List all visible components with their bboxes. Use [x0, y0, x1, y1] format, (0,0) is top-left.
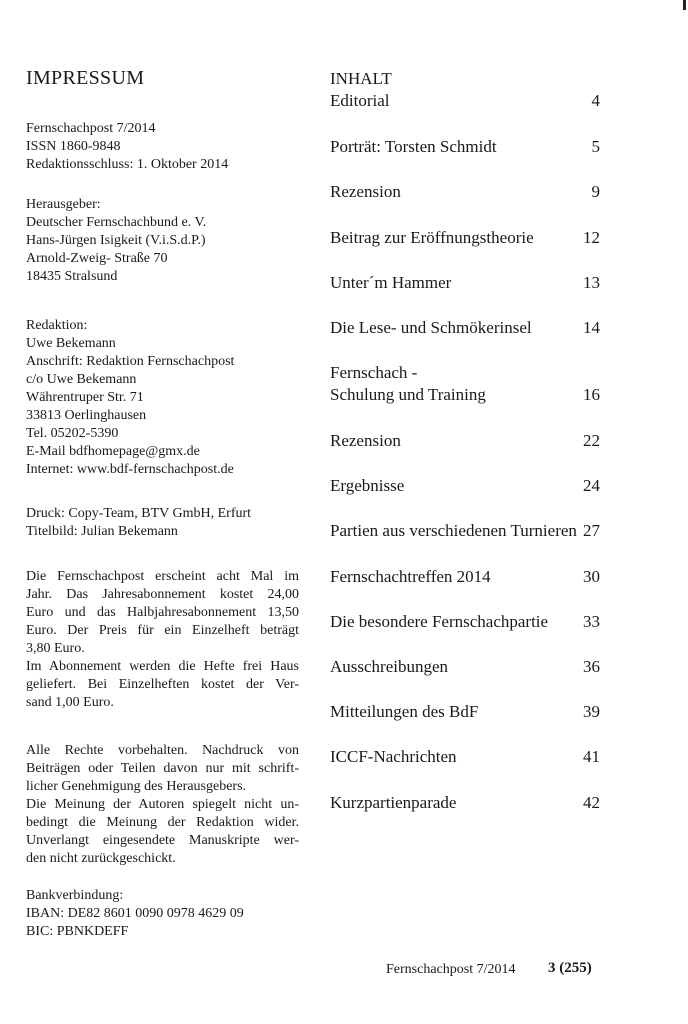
- toc-entry-page: 39: [583, 702, 600, 721]
- text-line: Die Fernschachpost erscheint acht Mal im: [26, 569, 299, 584]
- toc-entry-title: Die Lese- und Schmökerinsel: [330, 318, 532, 337]
- toc-entry-page: 9: [591, 182, 600, 201]
- toc-entry-title: ICCF-Nachrichten: [330, 747, 457, 766]
- toc-entry-page: 12: [583, 228, 600, 247]
- text-line: Fernschachpost 7/2014: [26, 121, 156, 136]
- impressum-title: IMPRESSUM: [26, 67, 145, 89]
- toc-entry: [330, 701, 600, 723]
- scan-edge-mark: [683, 0, 686, 10]
- text-line: licher Genehmigung des Herausgebers.: [26, 779, 247, 794]
- rights-paragraph: [26, 742, 299, 868]
- toc-entry-page: 33: [583, 612, 600, 631]
- text-line: Arnold-Zweig- Straße 70: [26, 251, 168, 266]
- toc-entry-title: Ergebnisse: [330, 476, 405, 495]
- toc-entry: [330, 362, 600, 406]
- email-text: E-Mail bdfhomepage@gmx.de: [26, 444, 200, 459]
- text-line: Tel. 05202-5390: [26, 426, 119, 441]
- toc-entry-page: 27: [583, 521, 600, 540]
- toc-entry-title: Porträt: Torsten Schmidt: [330, 137, 497, 156]
- toc-entry: [330, 227, 600, 249]
- text-line: Im Abonnement werden die Hefte frei Haus: [26, 659, 299, 674]
- toc-entry-title: Kurzpartienparade: [330, 793, 457, 812]
- toc-entry: [330, 430, 600, 452]
- toc-entry-page: 36: [583, 657, 600, 676]
- text-line: 3,80 Euro.: [26, 641, 85, 656]
- text-line: 18435 Stralsund: [26, 269, 118, 284]
- toc-entry: [330, 317, 600, 339]
- toc-entry: [330, 272, 600, 294]
- text-line: Euro. Der Preis für ein Einzelheft beträgt: [26, 623, 299, 638]
- text-line: Alle Rechte vorbehalten. Nachdruck von: [26, 743, 299, 758]
- text-line: ISSN 1860-9848: [26, 139, 121, 154]
- toc-entry-title: Unter´m Hammer: [330, 273, 452, 292]
- text-line: Redaktionsschluss: 1. Oktober 2014: [26, 157, 229, 172]
- toc-entry: [330, 136, 600, 158]
- toc-entry-title-continued: Schulung und Training: [330, 385, 486, 404]
- text-line: BIC: PBNKDEFF: [26, 924, 129, 939]
- toc-entry-page: 5: [591, 137, 600, 156]
- toc-entry: [330, 520, 600, 542]
- text-line: IBAN: DE82 8601 0090 0978 4629 09: [26, 906, 244, 921]
- text-line: Die Meinung der Autoren spiegelt nicht un-: [26, 797, 299, 812]
- text-line: Jahr. Das Jahresabonnement kostet 24,00: [26, 587, 299, 602]
- toc-entry-title: Mitteilungen des BdF: [330, 702, 479, 721]
- subscription-paragraph: [26, 568, 299, 712]
- contents-heading: INHALT: [330, 69, 392, 88]
- toc-entry: [330, 181, 600, 203]
- text-line: Anschrift: Redaktion Fernschachpost: [26, 354, 235, 369]
- text-line: Beiträgen oder Teilen davon nur mit schrift-: [26, 761, 299, 776]
- toc-entry: [330, 656, 600, 678]
- toc-entry-title: Fernschachtreffen 2014: [330, 567, 491, 586]
- website-text: Internet: www.bdf-fernschachpost.de: [26, 462, 234, 477]
- editorial-info: [26, 317, 234, 479]
- toc-entry-title: Die besondere Fernschachpartie: [330, 612, 549, 631]
- text-line: Uwe Bekemann: [26, 336, 116, 351]
- toc-entry-page: 22: [583, 431, 600, 450]
- text-line: Deutscher Fernschachbund e. V.: [26, 215, 207, 230]
- text-line: sand 1,00 Euro.: [26, 695, 114, 710]
- text-line: Druck: Copy-Team, BTV GmbH, Erfurt: [26, 506, 252, 521]
- toc-entry-title: Rezension: [330, 182, 401, 201]
- toc-entry-title: Ausschreibungen: [330, 657, 449, 676]
- footer-page-number: 3 (255): [548, 960, 592, 976]
- toc-entry: [330, 746, 600, 768]
- text-line: Euro und das Halbjahresabonnement 13,50: [26, 605, 299, 620]
- toc-entry-page: 24: [583, 476, 600, 495]
- toc-entry: [330, 475, 600, 497]
- text-line: geliefert. Bei Einzelheften kostet der Ver-: [26, 677, 299, 692]
- toc-entry-page: 41: [583, 747, 600, 766]
- publisher-info: [26, 196, 206, 286]
- text-line: c/o Uwe Bekemann: [26, 372, 137, 387]
- text-line: Herausgeber:: [26, 197, 101, 212]
- text-line: Währentruper Str. 71: [26, 390, 144, 405]
- toc-entry-title: Editorial: [330, 91, 390, 110]
- text-line: bedingt die Meinung der Redaktion wider.: [26, 815, 299, 830]
- text-line: Titelbild: Julian Bekemann: [26, 524, 178, 539]
- print-info: [26, 505, 251, 541]
- toc-entry-title: Fernschach -: [330, 363, 418, 382]
- toc-entry-page: 14: [583, 318, 600, 337]
- text-line: Bankverbindung:: [26, 888, 124, 903]
- toc-entry: [330, 611, 600, 633]
- text-line: 33813 Oerlinghausen: [26, 408, 147, 423]
- toc-entry-page: 4: [591, 91, 600, 110]
- toc-entry-page: 13: [583, 273, 600, 292]
- toc-entry: [330, 90, 600, 112]
- text-line: Hans-Jürgen Isigkeit (V.i.S.d.P.): [26, 233, 206, 248]
- text-line: den nicht zurückgeschickt.: [26, 851, 176, 866]
- text-line: Unverlangt eingesendete Manuskripte wer-: [26, 833, 299, 848]
- toc-entry-title: Partien aus verschiedenen Turnieren: [330, 521, 577, 540]
- toc-entry-page: 16: [583, 385, 600, 404]
- toc-entry-page: 42: [583, 793, 600, 812]
- toc-entry: [330, 792, 600, 814]
- footer-publication: Fernschachpost 7/2014: [386, 962, 516, 977]
- bank-info: [26, 887, 244, 941]
- text-line: Redaktion:: [26, 318, 88, 333]
- toc-entry: [330, 566, 600, 588]
- toc-entry-page: 30: [583, 567, 600, 586]
- toc-entry-title: Rezension: [330, 431, 401, 450]
- publication-info: [26, 120, 228, 174]
- toc-entry-title: Beitrag zur Eröffnungstheorie: [330, 228, 534, 247]
